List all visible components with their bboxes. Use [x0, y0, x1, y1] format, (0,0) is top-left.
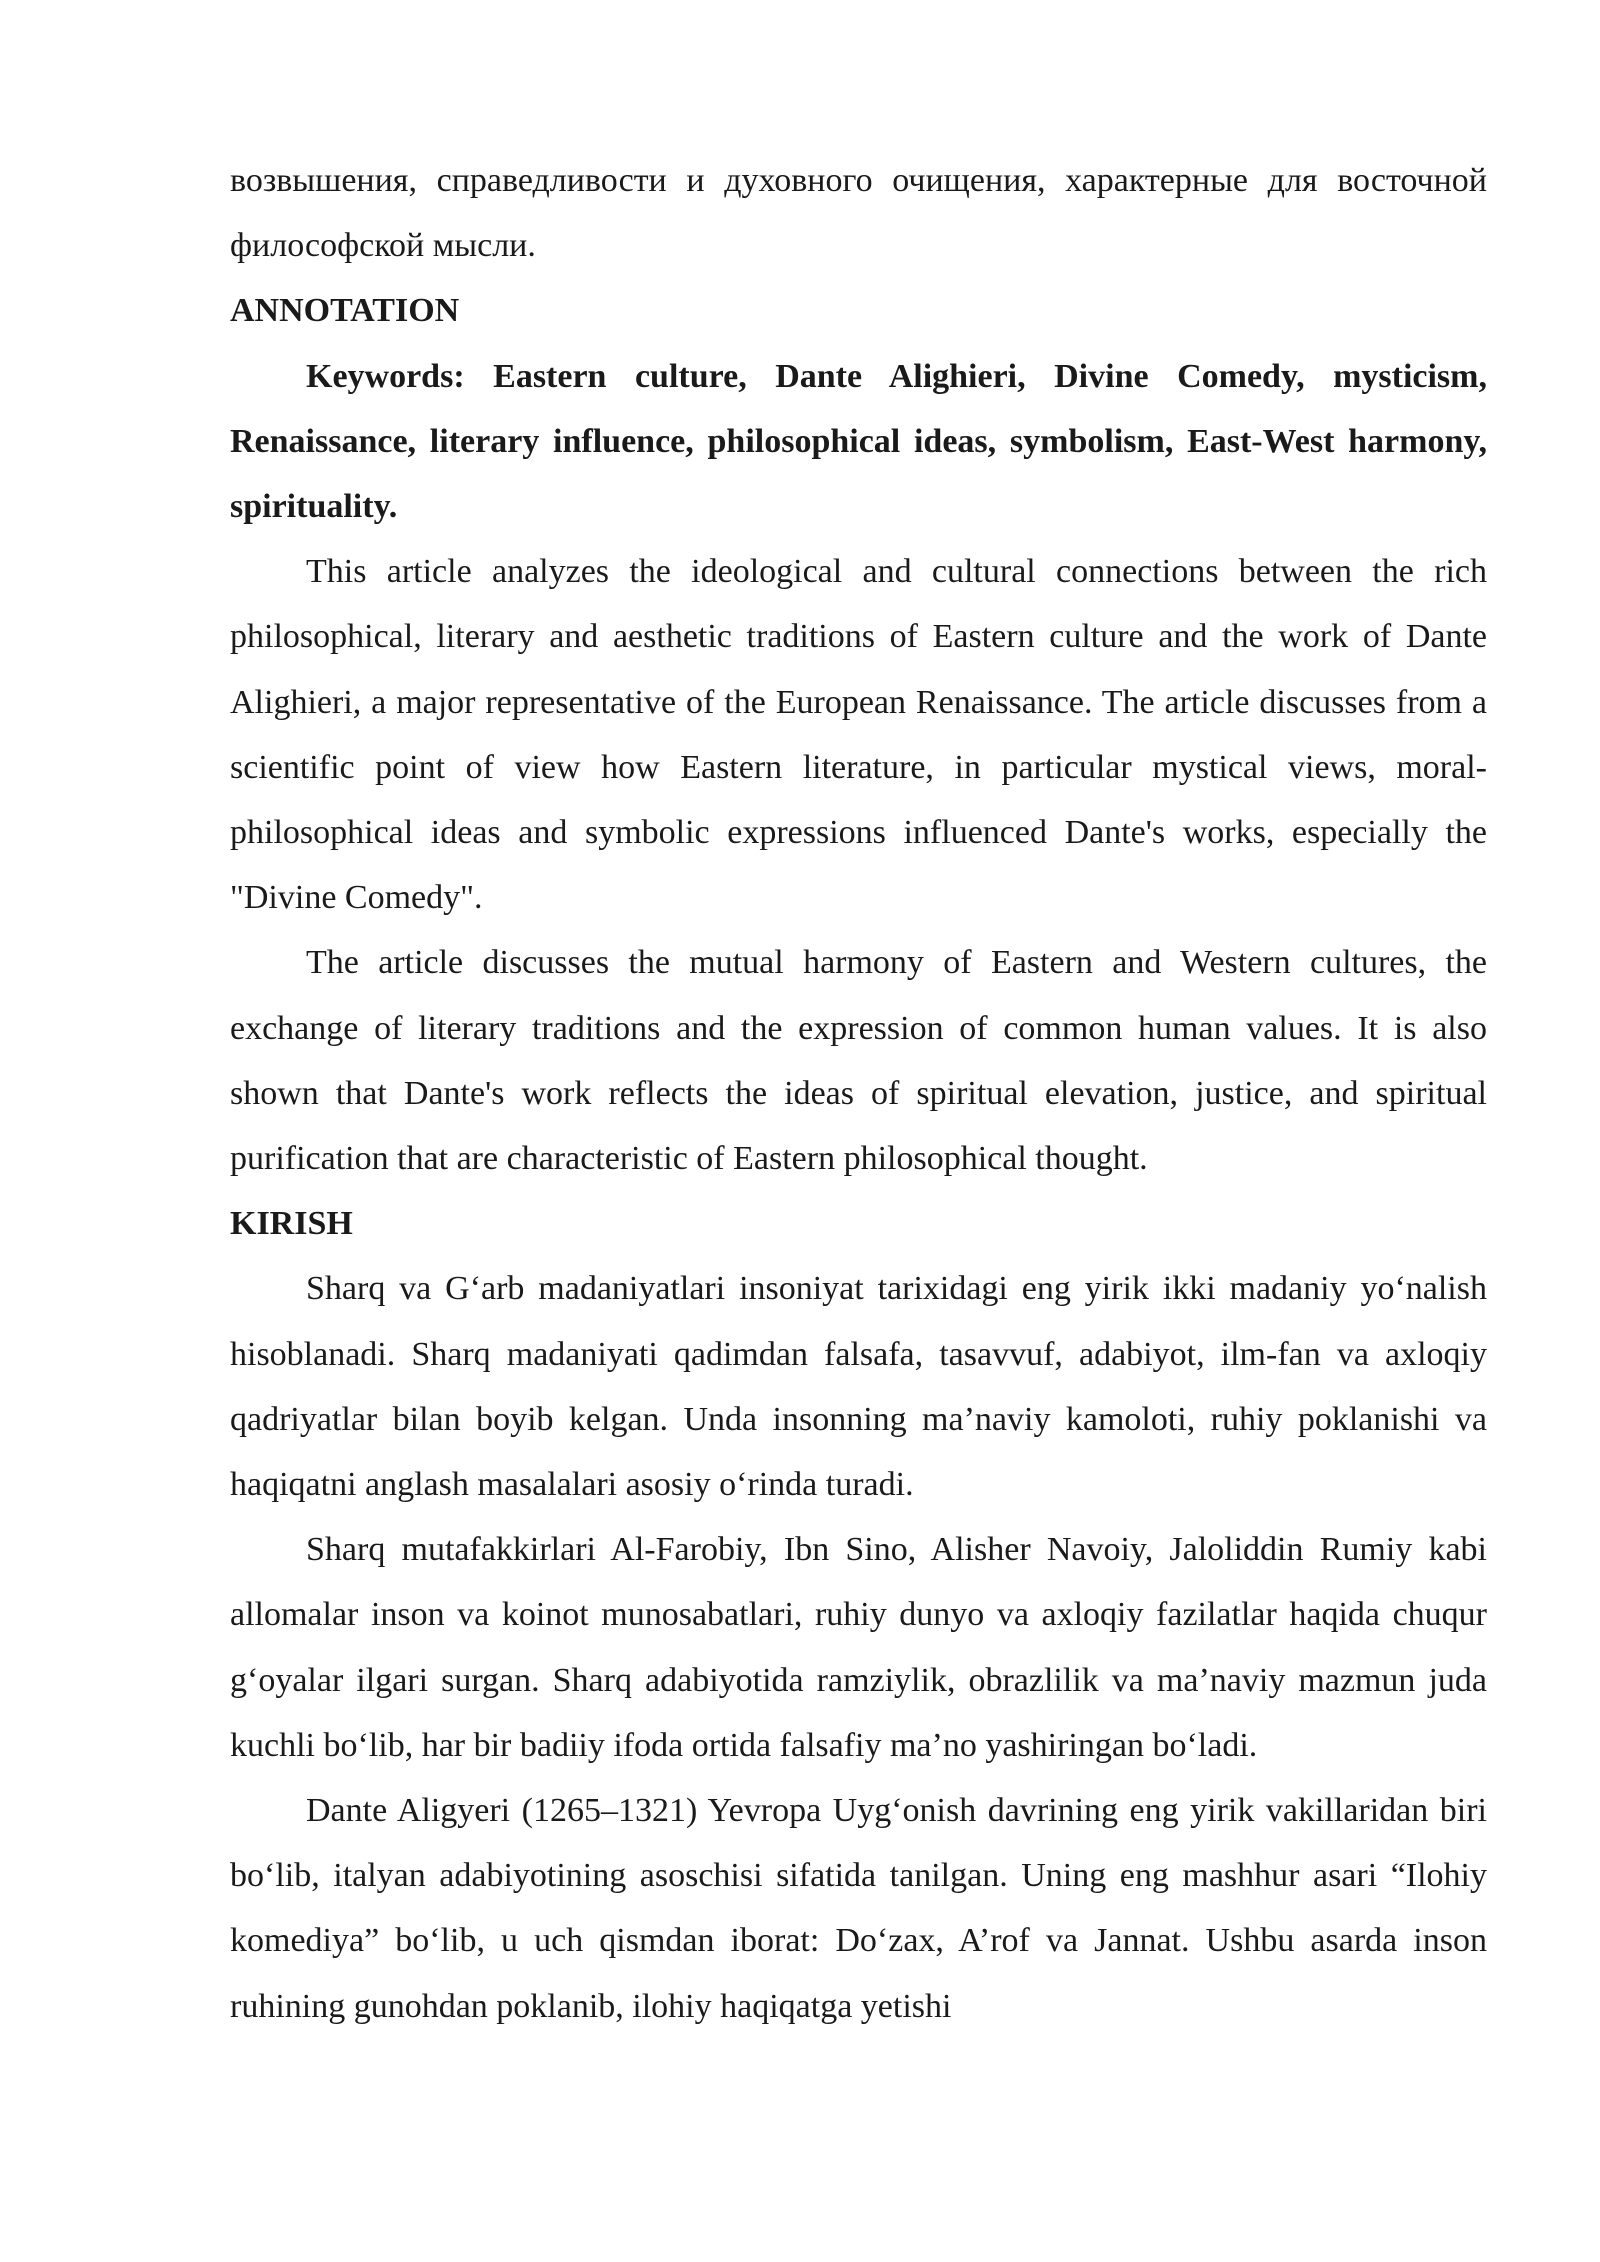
keywords-paragraph: Keywords: Eastern culture, Dante Alighieri, Divine Comedy, mysticism, Renaissance, literary influence, philosophical ideas, symbolism, East-West harmony, spirituality.	[230, 357, 1487, 526]
annotation-paragraph-1: This article analyzes the ideological and cultural connections between the rich philosophical, literary and aesthetic traditions of Eastern culture and the work of Dante Alighieri, a major representative of the European Renaissance. The article discusses from a scientific point of view how Eastern literature, in particular mystical views, moral-philosophical ideas and symbolic expressions influenced Dante's works, especially the "Divine Comedy".	[230, 553, 1487, 917]
kirish-paragraph-2: Sharq mutafakkirlari Al-Farobiy, Ibn Sino, Alisher Navoiy, Jaloliddin Rumiy kabi allomalar inson va koinot munosabatlari, ruhiy dunyo va axloqiy fazilatlar haqida chuqur g‘oyalar ilgari surgan. Sharq adabiyotida ramziylik, obrazlilik va ma’naviy mazmun juda kuchli bo‘lib, har bir badiiy ifoda ortida falsafiy ma’no yashiringan bo‘ladi.	[230, 1531, 1487, 1764]
intro-continuation-paragraph: возвышения, справедливости и духовного очищения, характерные для восточной философской мысли.	[230, 162, 1487, 265]
annotation-heading: ANNOTATION	[230, 292, 460, 330]
kirish-heading: KIRISH	[230, 1205, 353, 1243]
kirish-paragraph-3: Dante Aligyeri (1265–1321) Yevropa Uyg‘onish davrining eng yirik vakillaridan biri bo‘lib, italyan adabiyotining asoschisi sifatida tanilgan. Uning eng mashhur asari “Ilohiy komediya” bo‘lib, u uch qismdan iborat: Do‘zax, A’rof va Jannat. Ushbu asarda inson ruhining gunohdan poklanib, ilohiy haqiqatga yetishi	[230, 1792, 1487, 2025]
annotation-paragraph-2: The article discusses the mutual harmony of Eastern and Western cultures, the exchange of literary traditions and the expression of common human values. It is also shown that Dante's work reflects the ideas of spiritual elevation, justice, and spiritual purification that are characteristic of Eastern philosophical thought.	[230, 944, 1487, 1178]
kirish-paragraph-1: Sharq va G‘arb madaniyatlari insoniyat tarixidagi eng yirik ikki madaniy yo‘nalish hisoblanadi. Sharq madaniyati qadimdan falsafa, tasavvuf, adabiyot, ilm-fan va axloqiy qadriyatlar bilan boyib kelgan. Unda insonning ma’naviy kamoloti, ruhiy poklanishi va haqiqatni anglash masalalari asosiy o‘rinda turadi.	[230, 1270, 1487, 1504]
document-page	[230, 148, 1487, 2039]
